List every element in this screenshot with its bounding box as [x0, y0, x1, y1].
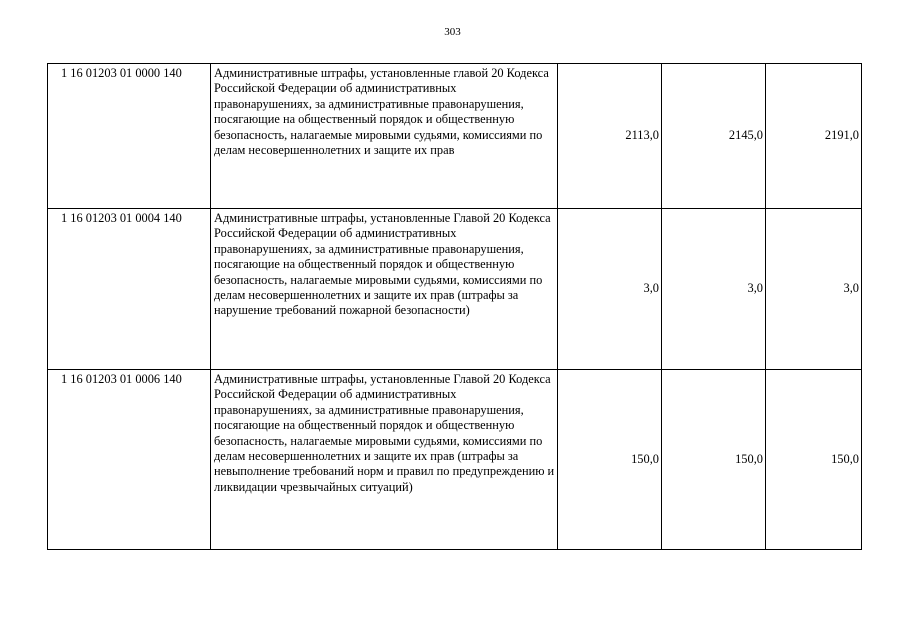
- table-row: [48, 64, 862, 209]
- table-row: [48, 370, 862, 550]
- amount-year-2: 150,0: [662, 370, 766, 550]
- revenue-name: Административные штрафы, установленные Главой 20 Кодекса Российской Федерации об административных правонарушениях, за административные правонарушения, посягающие на общественный порядок и общественную безопасность, налагаемые мировыми судьями, комиссиями по делам несовершеннолетних и защите их прав (штрафы за нарушение требований пожарной безопасности): [211, 209, 558, 370]
- table-row: [48, 209, 862, 370]
- amount-year-3: 2191,0: [766, 64, 862, 209]
- amount-year-1: 2113,0: [558, 64, 662, 209]
- amount-year-3: 3,0: [766, 209, 862, 370]
- amount-year-3: 150,0: [766, 370, 862, 550]
- budget-classification-code: 1 16 01203 01 0004 140: [48, 209, 211, 370]
- amount-year-1: 3,0: [558, 209, 662, 370]
- amount-year-2: 2145,0: [662, 64, 766, 209]
- amount-year-2: 3,0: [662, 209, 766, 370]
- budget-classification-code: 1 16 01203 01 0006 140: [48, 370, 211, 550]
- revenue-name: Административные штрафы, установленные главой 20 Кодекса Российской Федерации об административных правонарушениях, за административные правонарушения, посягающие на общественный порядок и общественную безопасность, налагаемые мировыми судьями, комиссиями по делам несовершеннолетних и защите их прав: [211, 64, 558, 209]
- budget-revenue-table: [47, 63, 862, 550]
- page-number: 303: [444, 26, 461, 38]
- budget-classification-code: 1 16 01203 01 0000 140: [48, 64, 211, 209]
- amount-year-1: 150,0: [558, 370, 662, 550]
- revenue-name: Административные штрафы, установленные Главой 20 Кодекса Российской Федерации об административных правонарушениях, за административные правонарушения, посягающие на общественный порядок и общественную безопасность, налагаемые мировыми судьями, комиссиями по делам несовершеннолетних и защите их прав (штрафы за невыполнение требований норм и правил по предупреждению и ликвидации чрезвычайных ситуаций): [211, 370, 558, 550]
